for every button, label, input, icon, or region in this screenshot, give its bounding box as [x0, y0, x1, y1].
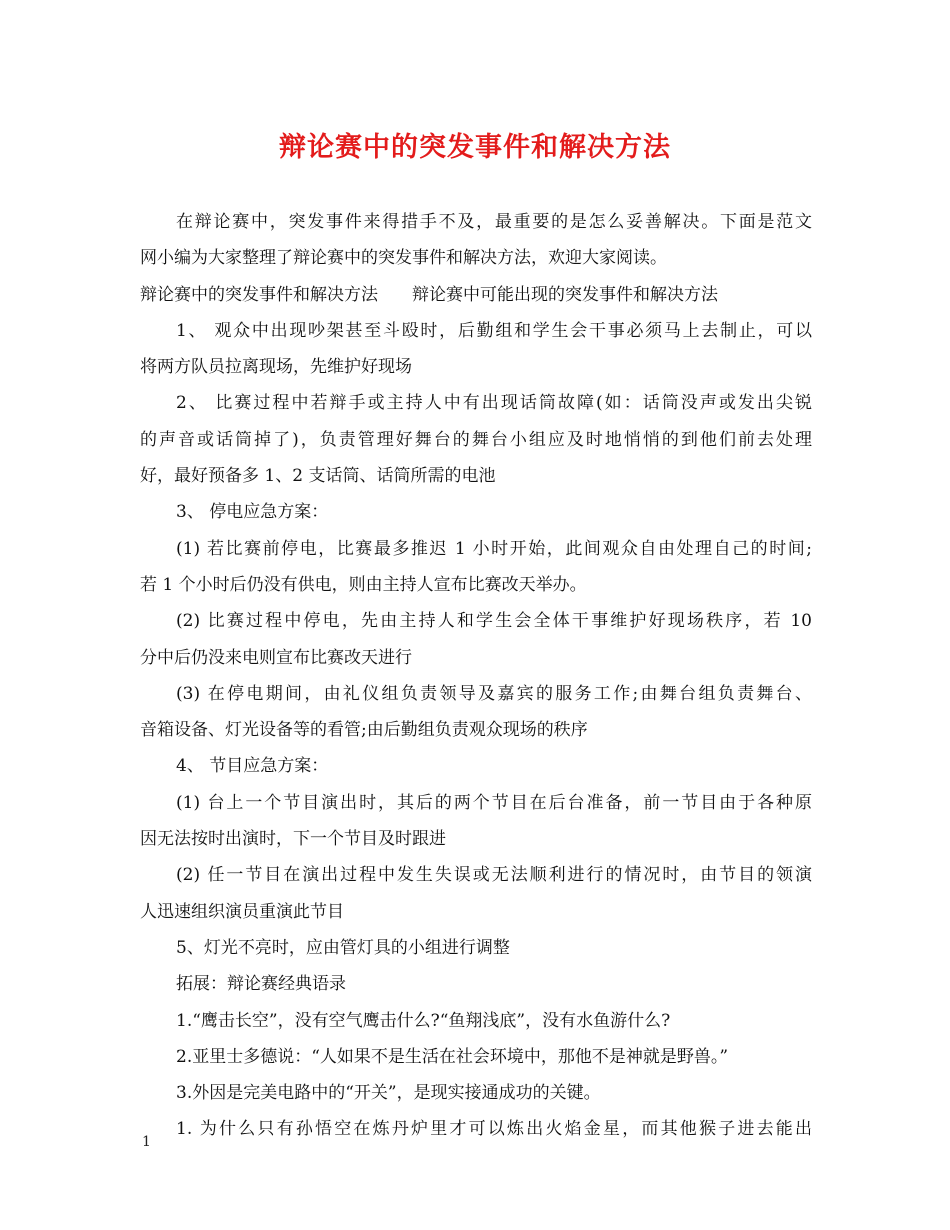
paragraph-line: 1. 为什么只有孙悟空在炼丹炉里才可以炼出火焰金星，而其他猴子进去能出 [176, 1119, 812, 1140]
paragraph-line: 4、 节目应急方案： [176, 756, 329, 777]
paragraph-line: 3、 停电应急方案： [176, 502, 329, 523]
paragraph-line: (1) 台上一个节目演出时，其后的两个节目在后台准备，前一节目由于各种原 [176, 792, 812, 813]
paragraph-line: (3) 在停电期间，由礼仪组负责领导及嘉宾的服务工作;由舞台组负责舞台、 [176, 683, 812, 704]
paragraph-line: 在辩论赛中，突发事件来得措手不及，最重要的是怎么妥善解决。下面是范文 [176, 212, 812, 232]
paragraph-line: (1) 若比赛前停电，比赛最多推迟 1 小时开始，此间观众自由处理自己的时间; [176, 538, 812, 559]
paragraph-line: 1、 观众中出现吵架甚至斗殴时，后勤组和学生会干事必须马上去制止，可以 [176, 320, 812, 341]
paragraph-line: 人迅速组织演员重演此节目 [140, 901, 344, 922]
paragraph-line: 1.“鹰击长空”，没有空气鹰击什么?“鱼翔浅底”，没有水鱼游什么? [176, 1010, 671, 1031]
paragraph-line: 2.亚里士多德说：“人如果不是生活在社会环境中，那他不是神就是野兽。” [176, 1046, 729, 1067]
paragraph-line: 3.外因是完美电路中的“开关”，是现实接通成功的关键。 [176, 1083, 601, 1104]
paragraph-line: 将两方队员拉离现场，先维护好现场 [140, 357, 412, 378]
paragraph-line: 辩论赛中的突发事件和解决方法 辩论赛中可能出现的突发事件和解决方法 [140, 284, 718, 305]
document-body [140, 204, 812, 1148]
paragraph-line: (2) 任一节目在演出过程中发生失误或无法顺利进行的情况时，由节目的领演 [176, 865, 812, 886]
paragraph-line: 5、灯光不亮时，应由管灯具的小组进行调整 [176, 937, 510, 958]
page-number: 1 [142, 1134, 151, 1150]
paragraph-line: 若 1 个小时后仍没有供电，则由主持人宣布比赛改天举办。 [140, 574, 587, 595]
paragraph-line: 好，最好预备多 1、2 支话筒、话筒所需的电池 [140, 466, 496, 487]
paragraph-line: (2) 比赛过程中停电，先由主持人和学生会全体干事维护好现场秩序，若 10 [176, 611, 812, 632]
paragraph-line: 拓展：辩论赛经典语录 [176, 974, 346, 995]
paragraph-line: 2、 比赛过程中若辩手或主持人中有出现话筒故障(如：话筒没声或发出尖锐 [176, 393, 812, 414]
paragraph-line: 分中后仍没来电则宣布比赛改天进行 [140, 647, 412, 668]
paragraph-line: 网小编为大家整理了辩论赛中的突发事件和解决方法，欢迎大家阅读。 [140, 248, 667, 269]
paragraph-line: 因无法按时出演时，下一个节目及时跟进 [140, 829, 446, 850]
document-title: 辩论赛中的突发事件和解决方法 [279, 132, 671, 163]
paragraph-line: 的声音或话筒掉了)，负责管理好舞台的舞台小组应及时地悄悄的到他们前去处理 [140, 429, 812, 450]
paragraph-line: 音箱设备、灯光设备等的看管;由后勤组负责观众现场的秩序 [140, 720, 588, 741]
